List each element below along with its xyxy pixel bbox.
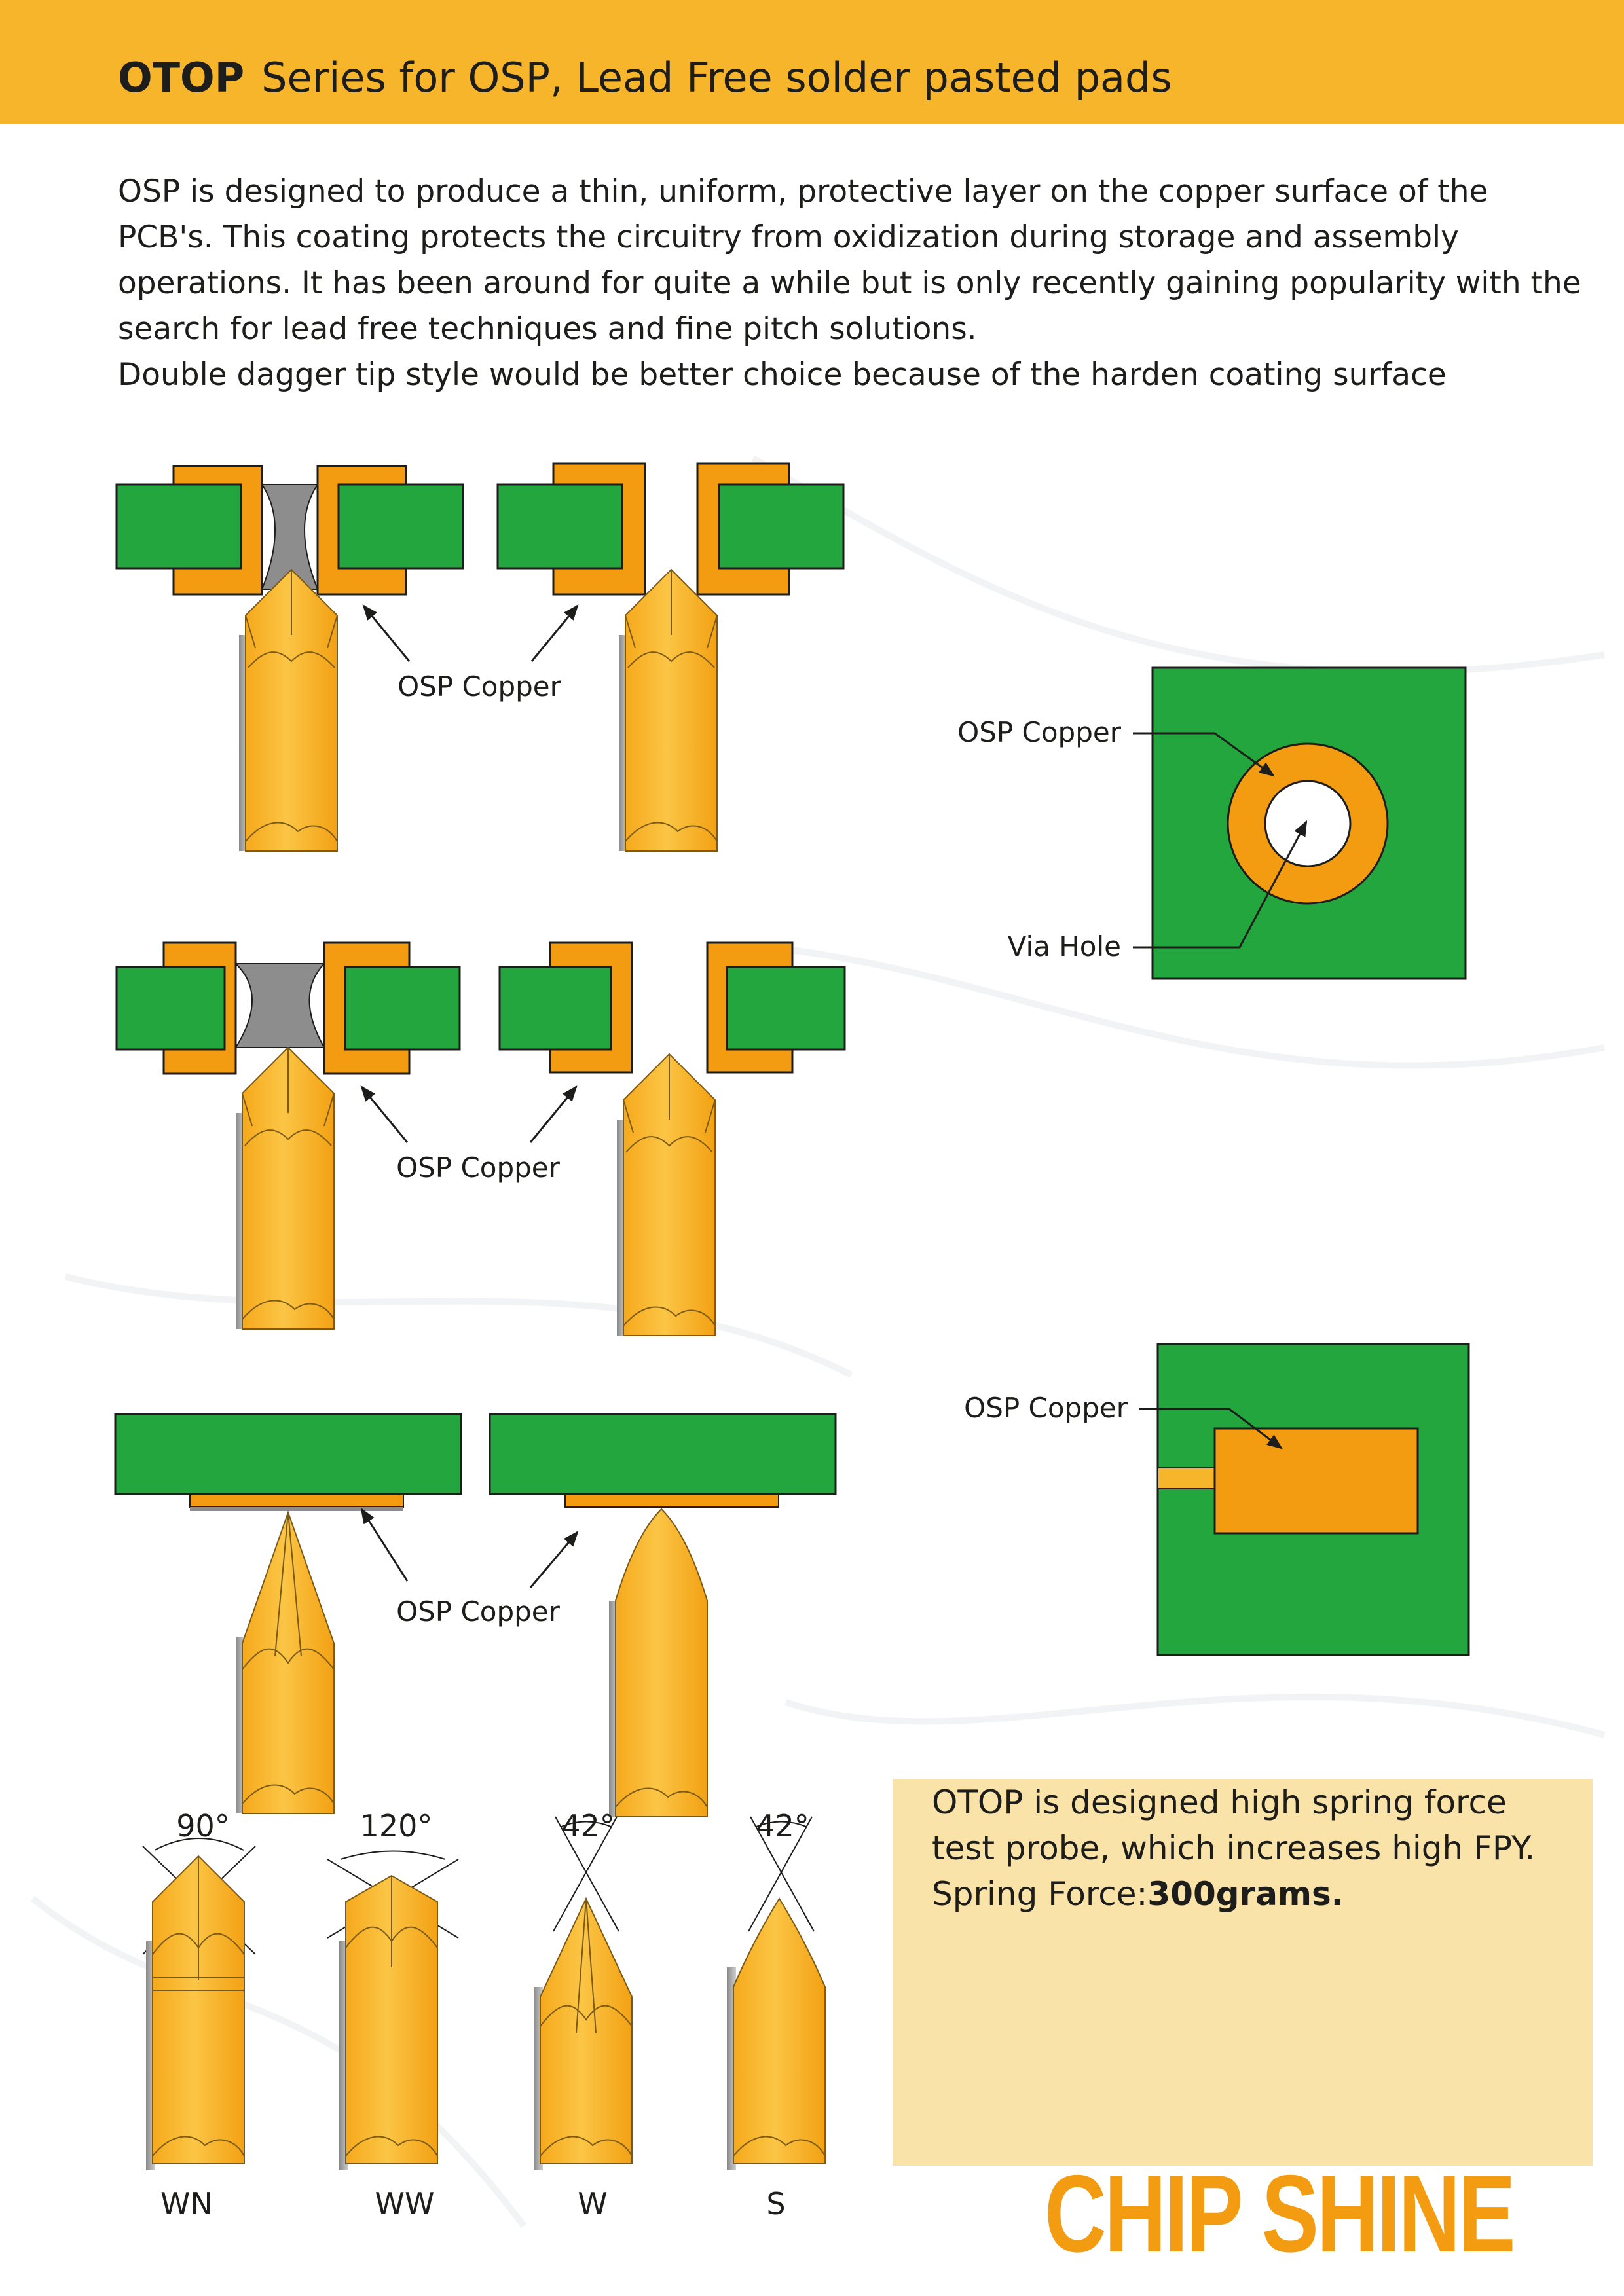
tip-angle: 42° xyxy=(756,1808,809,1844)
pcb-board xyxy=(115,1414,461,1494)
intro-note: Double dagger tip style would be better choice because of the harden coating surface xyxy=(118,357,1447,393)
brand-logo: CHIP SHINE xyxy=(1044,2152,1514,2275)
pcb-board xyxy=(490,1414,836,1494)
tip-w xyxy=(534,1808,632,2221)
section3-diagram xyxy=(115,1414,836,1817)
osp-copper-label: OSP Copper xyxy=(957,716,1121,748)
via-hole-label: Via Hole xyxy=(1007,930,1121,962)
section1-diagram xyxy=(117,464,843,851)
osp-copper-label: OSP Copper xyxy=(964,1392,1128,1424)
tip-s xyxy=(727,1808,825,2221)
pcb-board xyxy=(339,484,463,568)
series-subtitle: Series for OSP, Lead Free solder pasted pads xyxy=(261,54,1172,101)
spring-force-label: Spring Force: xyxy=(932,1875,1148,1913)
intro-paragraph: OSP is designed to produce a thin, uniform, protective layer on the copper surface of the PCB's. This coating protects the circuitry from oxidization during storage and assembly operations. It has been around for quite a while but is only recently gaining popularity with the search for lead free techniques and fine pitch solutions. xyxy=(118,173,1581,347)
tip-name: W xyxy=(578,2186,608,2221)
tip-angle: 90° xyxy=(176,1808,230,1844)
pcb-board xyxy=(727,967,845,1049)
osp-copper-label: OSP Copper xyxy=(396,1152,560,1184)
smd-pad-diagram xyxy=(964,1344,1469,1655)
section2-diagram xyxy=(117,943,845,1336)
solder-fill xyxy=(236,964,324,1048)
spring-force-value: 300grams. xyxy=(1147,1875,1344,1913)
tip-angle: 120° xyxy=(360,1808,433,1844)
tip-angle: 42° xyxy=(561,1808,615,1844)
tip-wn xyxy=(143,1808,255,2221)
tip-styles xyxy=(143,1808,825,2221)
pcb-board xyxy=(117,967,225,1049)
pcb-board xyxy=(500,967,611,1049)
pcb-board xyxy=(117,484,241,568)
pcb-board xyxy=(719,484,843,568)
tip-ww xyxy=(327,1808,458,2221)
osp-copper-label: OSP Copper xyxy=(397,670,561,702)
info-text xyxy=(932,1779,1574,1917)
info-box xyxy=(893,1779,1593,2166)
tip-name: WN xyxy=(160,2186,213,2221)
tip-name: WW xyxy=(375,2186,435,2221)
tip-name: S xyxy=(766,2186,786,2221)
via-hole-diagram xyxy=(957,668,1466,979)
osp-copper-label: OSP Copper xyxy=(396,1595,560,1628)
pcb-board xyxy=(345,967,460,1049)
series-name: OTOP xyxy=(118,54,245,101)
pcb-board xyxy=(498,484,622,568)
info-line: OTOP is designed high spring force test probe, which increases high FPY. xyxy=(932,1783,1536,1867)
spring-force-line xyxy=(932,1871,1574,1917)
